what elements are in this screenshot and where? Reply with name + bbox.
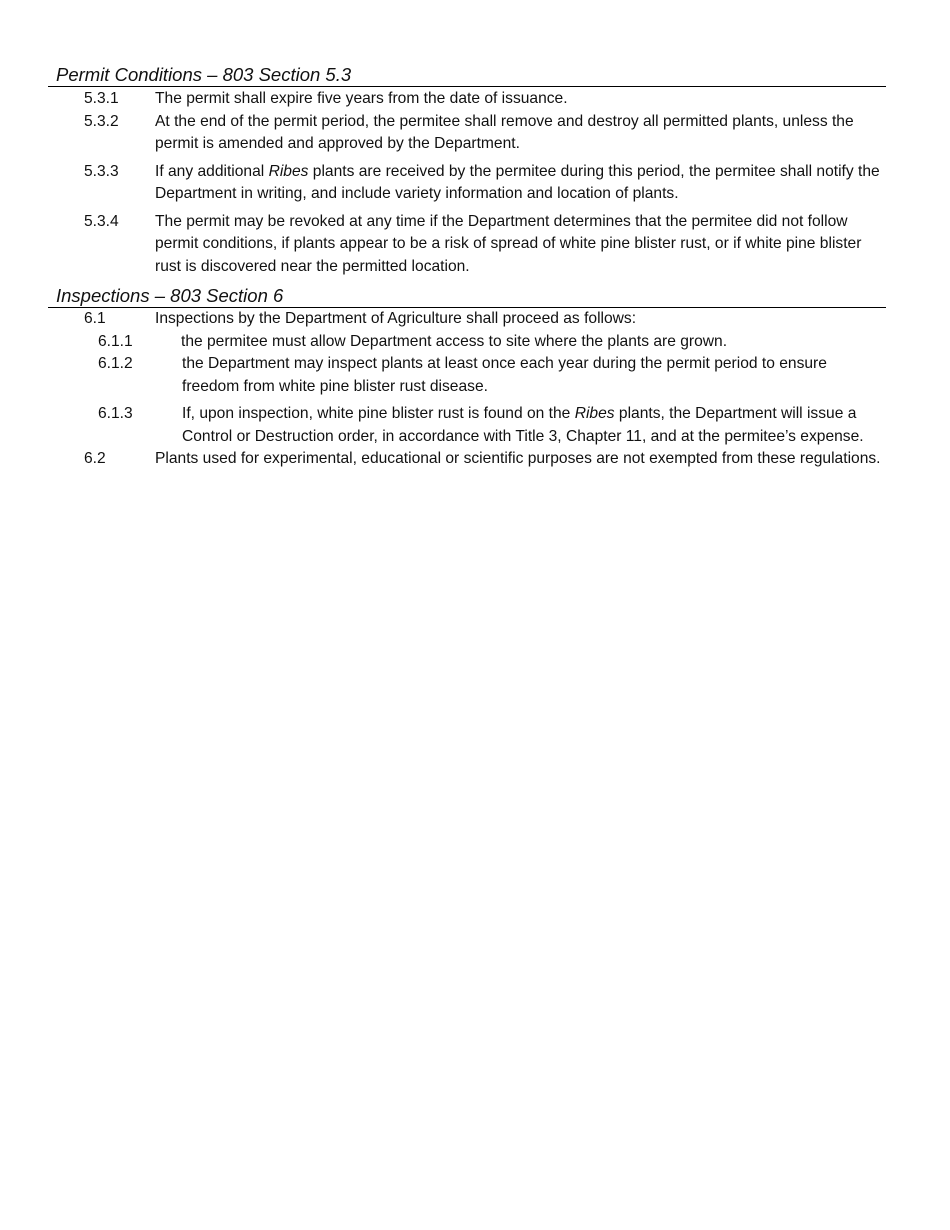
- list-item: [48, 111, 886, 156]
- list-item: [48, 308, 886, 331]
- item-number: 6.2: [84, 450, 106, 467]
- list-item: [48, 211, 886, 279]
- list-item: [48, 161, 886, 206]
- section-heading: Inspections – 803 Section 6: [48, 285, 886, 308]
- item-text: If any additional Ribes plants are received by the permitee during this period, the permitee shall notify the Department in writing, and include variety information and location of plants.: [155, 162, 880, 202]
- item-number: 5.3.1: [84, 90, 119, 107]
- item-text: If, upon inspection, white pine blister rust is found on the Ribes plants, the Department will issue a Control or Destruction order, in accordance with Title 3, Chapter 11, and at the permitee’s expense.: [182, 405, 864, 445]
- item-text: At the end of the permit period, the permitee shall remove and destroy all permitted plants, unless the permit is amended and approved by the Department.: [155, 112, 854, 152]
- item-number: 5.3.4: [84, 212, 119, 230]
- item-number: 6.1.1: [98, 332, 133, 350]
- list-item: [48, 403, 886, 448]
- item-number: 6.1: [84, 310, 106, 327]
- item-number: 6.1.2: [98, 355, 133, 372]
- section-heading: Permit Conditions – 803 Section 5.3: [48, 64, 886, 87]
- item-text: the Department may inspect plants at least once each year during the permit period to ensure freedom from white pine blister rust disease.: [182, 355, 827, 395]
- item-number: 5.3.3: [84, 162, 119, 180]
- item-number: 6.1.3: [98, 405, 133, 422]
- section-permit-conditions: [48, 64, 886, 278]
- item-text: Inspections by the Department of Agriculture shall proceed as follows:: [155, 310, 637, 327]
- list-item: [48, 331, 886, 354]
- list-item: [48, 88, 886, 111]
- section-inspections: [48, 285, 886, 471]
- item-number: 5.3.2: [84, 112, 119, 130]
- list-item: [48, 448, 886, 471]
- item-text: the permitee must allow Department access to site where the plants are grown.: [181, 332, 728, 350]
- item-text: The permit shall expire five years from the date of issuance.: [155, 90, 568, 107]
- italic-term: Ribes: [574, 405, 615, 422]
- list-item: [48, 353, 886, 398]
- italic-term: Ribes: [268, 162, 309, 180]
- item-text: The permit may be revoked at any time if the Department determines that the permitee did not follow permit conditions, if plants appear to be a risk of spread of white pine blister rust, or if white pine blister rust is discovered near the permitted location.: [155, 212, 862, 275]
- item-text: Plants used for experimental, educational or scientific purposes are not exempted from these regulations.: [155, 450, 881, 467]
